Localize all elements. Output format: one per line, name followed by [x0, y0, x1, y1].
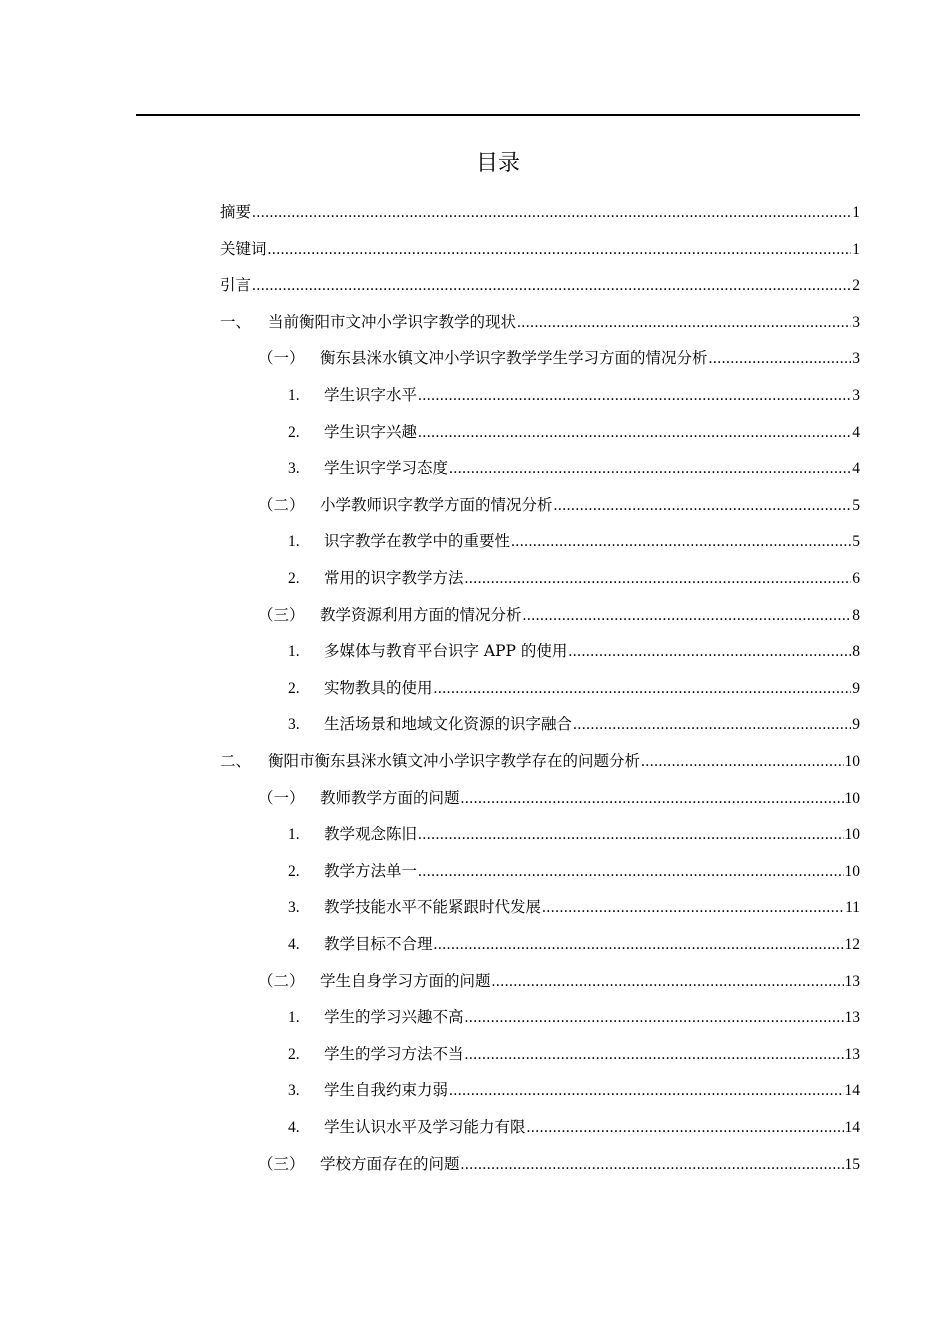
dot-leader	[461, 787, 844, 811]
toc-entry-page-number: 3	[852, 350, 860, 368]
toc-entry-number: 2.	[288, 862, 300, 880]
toc-entry-number: 2.	[288, 423, 300, 441]
dot-leader	[492, 970, 844, 994]
dot-leader	[252, 201, 851, 225]
toc-entry[interactable]	[258, 603, 860, 627]
toc-entry-number: （二）	[258, 495, 305, 514]
toc-entry-title: 学生自我约束力弱	[324, 1081, 449, 1100]
toc-entry-page-number: 4	[852, 423, 860, 441]
toc-entry[interactable]	[288, 639, 860, 663]
dot-leader	[418, 823, 843, 847]
toc-entry-number: 1.	[288, 643, 300, 661]
toc-entry-number: 4.	[288, 936, 300, 953]
dot-leader	[418, 384, 851, 408]
toc-entry-page-number: 9	[852, 716, 860, 734]
toc-entry-title: 引言	[220, 276, 252, 295]
toc-entry[interactable]	[288, 712, 860, 736]
toc-entry-title: 学生的学习兴趣不高	[324, 1008, 464, 1027]
toc-entry-page-number: 12	[844, 936, 860, 953]
toc-entry-title: 学生识字兴趣	[324, 422, 418, 441]
toc-entry-number: 1.	[288, 387, 300, 404]
dot-leader	[511, 530, 851, 554]
dot-leader	[465, 567, 852, 591]
toc-entry[interactable]	[220, 237, 860, 261]
toc-entry-number: 3.	[288, 1082, 300, 1100]
dot-leader	[465, 1043, 844, 1067]
dot-leader	[523, 604, 852, 628]
toc-entry-number: 2.	[288, 1045, 300, 1063]
toc-entry[interactable]	[258, 346, 860, 370]
toc-entry-title: 教学观念陈旧	[324, 825, 418, 844]
toc-entry-number: （二）	[258, 971, 305, 990]
toc-entry[interactable]	[288, 1078, 860, 1102]
toc-entry[interactable]	[288, 932, 860, 956]
toc-entry-title: 教师教学方面的问题	[320, 788, 460, 807]
toc-entry-title: 学生的学习方法不当	[324, 1044, 464, 1063]
dot-leader	[461, 1153, 844, 1177]
toc-entry-number: 一、	[220, 312, 252, 331]
toc-entry-page-number: 13	[844, 1009, 860, 1027]
toc-entry[interactable]	[258, 1152, 860, 1176]
toc-entry-title: 生活场景和地域文化资源的识字融合	[324, 715, 573, 734]
toc-entry-page-number: 6	[852, 570, 860, 587]
toc-entry[interactable]	[258, 969, 860, 993]
toc-entry-number: 3.	[288, 460, 300, 478]
toc-entry-number: 3.	[288, 899, 300, 917]
dot-leader	[542, 896, 844, 920]
toc-entry-title: 学生认识水平及学习能力有限	[324, 1118, 526, 1136]
toc-entry-title: 衡阳市衡东县洣水镇文冲小学识字教学存在的问题分析	[268, 752, 641, 770]
toc-entry[interactable]	[288, 859, 860, 883]
toc-entry-title: 衡东县洣水镇文冲小学识字教学学生学习方面的情况分析	[320, 349, 708, 368]
toc-entry-title: 学生识字学习态度	[324, 459, 449, 478]
toc-entry[interactable]	[288, 566, 860, 590]
toc-entry-title: 教学资源利用方面的情况分析	[320, 605, 522, 624]
toc-entry-page-number: 14	[844, 1119, 860, 1136]
toc-entry[interactable]	[288, 529, 860, 553]
toc-entry-number: 1.	[288, 1009, 300, 1027]
toc-entry[interactable]	[220, 200, 860, 224]
toc-entry-page-number: 5	[852, 496, 860, 514]
dot-leader	[268, 238, 852, 262]
toc-entry-number: （一）	[258, 349, 305, 368]
toc-entry-title: 小学教师识字教学方面的情况分析	[320, 495, 553, 514]
dot-leader	[449, 1079, 843, 1103]
toc-entry-title: 多媒体与教育平台识字 APP 的使用	[324, 642, 568, 661]
dot-leader	[434, 933, 844, 957]
toc-entry-title: 关键词	[220, 239, 267, 258]
dot-leader	[527, 1116, 844, 1140]
toc-entry-title: 教学方法单一	[324, 861, 418, 880]
toc-entry-title: 当前衡阳市文冲小学识字教学的现状	[268, 312, 517, 331]
toc-entry[interactable]	[288, 383, 860, 407]
toc-entry[interactable]	[288, 822, 860, 846]
toc-entry[interactable]	[258, 493, 860, 517]
toc-entry-number: （一）	[258, 788, 305, 807]
toc-entry-title: 学生识字水平	[324, 386, 418, 404]
toc-entry-page-number: 13	[844, 972, 860, 990]
toc-entry-title: 摘要	[220, 203, 252, 221]
toc-entry-page-number: 10	[844, 826, 860, 844]
toc-entry[interactable]	[288, 895, 860, 919]
toc-entry-page-number: 10	[844, 862, 860, 880]
toc-entry-title: 教学技能水平不能紧跟时代发展	[324, 898, 542, 917]
toc-entry-page-number: 15	[844, 1155, 860, 1173]
dot-leader	[573, 713, 851, 737]
dot-leader	[517, 311, 851, 335]
toc-entry-number: 2.	[288, 570, 300, 587]
toc-entry-number: 4.	[288, 1119, 300, 1136]
toc-entry-page-number: 8	[852, 606, 860, 624]
toc-entry-page-number: 10	[844, 753, 860, 770]
toc-entry-page-number: 14	[844, 1082, 860, 1100]
toc-entry[interactable]	[288, 1115, 860, 1139]
toc-title: 目录	[475, 151, 520, 176]
toc-entry-number: 3.	[288, 716, 300, 734]
dot-leader	[418, 860, 843, 884]
toc-entry-page-number: 11	[845, 899, 860, 917]
toc-entry-page-number: 10	[844, 789, 860, 807]
toc-entry[interactable]	[288, 420, 860, 444]
toc-entry[interactable]	[288, 676, 860, 700]
toc-entry-page-number: 9	[852, 679, 860, 697]
dot-leader	[449, 457, 851, 481]
toc-entry-page-number: 1	[852, 240, 860, 258]
toc-entry-title: 学生自身学习方面的问题	[320, 971, 491, 990]
dot-leader	[568, 640, 851, 664]
toc-entry-page-number: 5	[852, 533, 860, 551]
toc-entry-title: 识字教学在教学中的重要性	[324, 532, 511, 551]
toc-entry[interactable]	[288, 1042, 860, 1066]
toc-entry-title: 实物教具的使用	[324, 678, 433, 697]
toc-entry[interactable]	[220, 749, 860, 773]
toc-entry[interactable]	[288, 456, 860, 480]
toc-entry[interactable]	[288, 1005, 860, 1029]
toc-entry-number: （三）	[258, 605, 305, 624]
toc-entry-page-number: 1	[852, 204, 860, 221]
header-rule	[136, 114, 860, 116]
dot-leader	[641, 750, 843, 774]
dot-leader	[252, 274, 851, 298]
toc-entry[interactable]	[258, 786, 860, 810]
dot-leader	[554, 494, 852, 518]
toc-entry-number: 1.	[288, 533, 300, 551]
toc-entry-title: 学校方面存在的问题	[320, 1154, 460, 1173]
toc-entry-page-number: 2	[852, 277, 860, 295]
toc-entry-number: 1.	[288, 826, 300, 844]
toc-entry-page-number: 4	[852, 460, 860, 478]
toc-entry[interactable]	[220, 310, 860, 334]
toc-entry-number: （三）	[258, 1154, 305, 1173]
toc-entry-title: 常用的识字教学方法	[324, 569, 464, 587]
dot-leader	[434, 677, 852, 701]
toc-entry-page-number: 3	[852, 313, 860, 331]
toc-entry-page-number: 13	[844, 1045, 860, 1063]
toc-entry-page-number: 3	[852, 387, 860, 404]
toc-entry-page-number: 8	[852, 643, 860, 661]
toc-entry-title: 教学目标不合理	[324, 935, 433, 953]
toc-entry-number: 2.	[288, 679, 300, 697]
toc-entry-number: 二、	[220, 752, 252, 770]
dot-leader	[709, 347, 852, 371]
dot-leader	[418, 421, 851, 445]
dot-leader	[465, 1006, 844, 1030]
toc-entry[interactable]	[220, 273, 860, 297]
